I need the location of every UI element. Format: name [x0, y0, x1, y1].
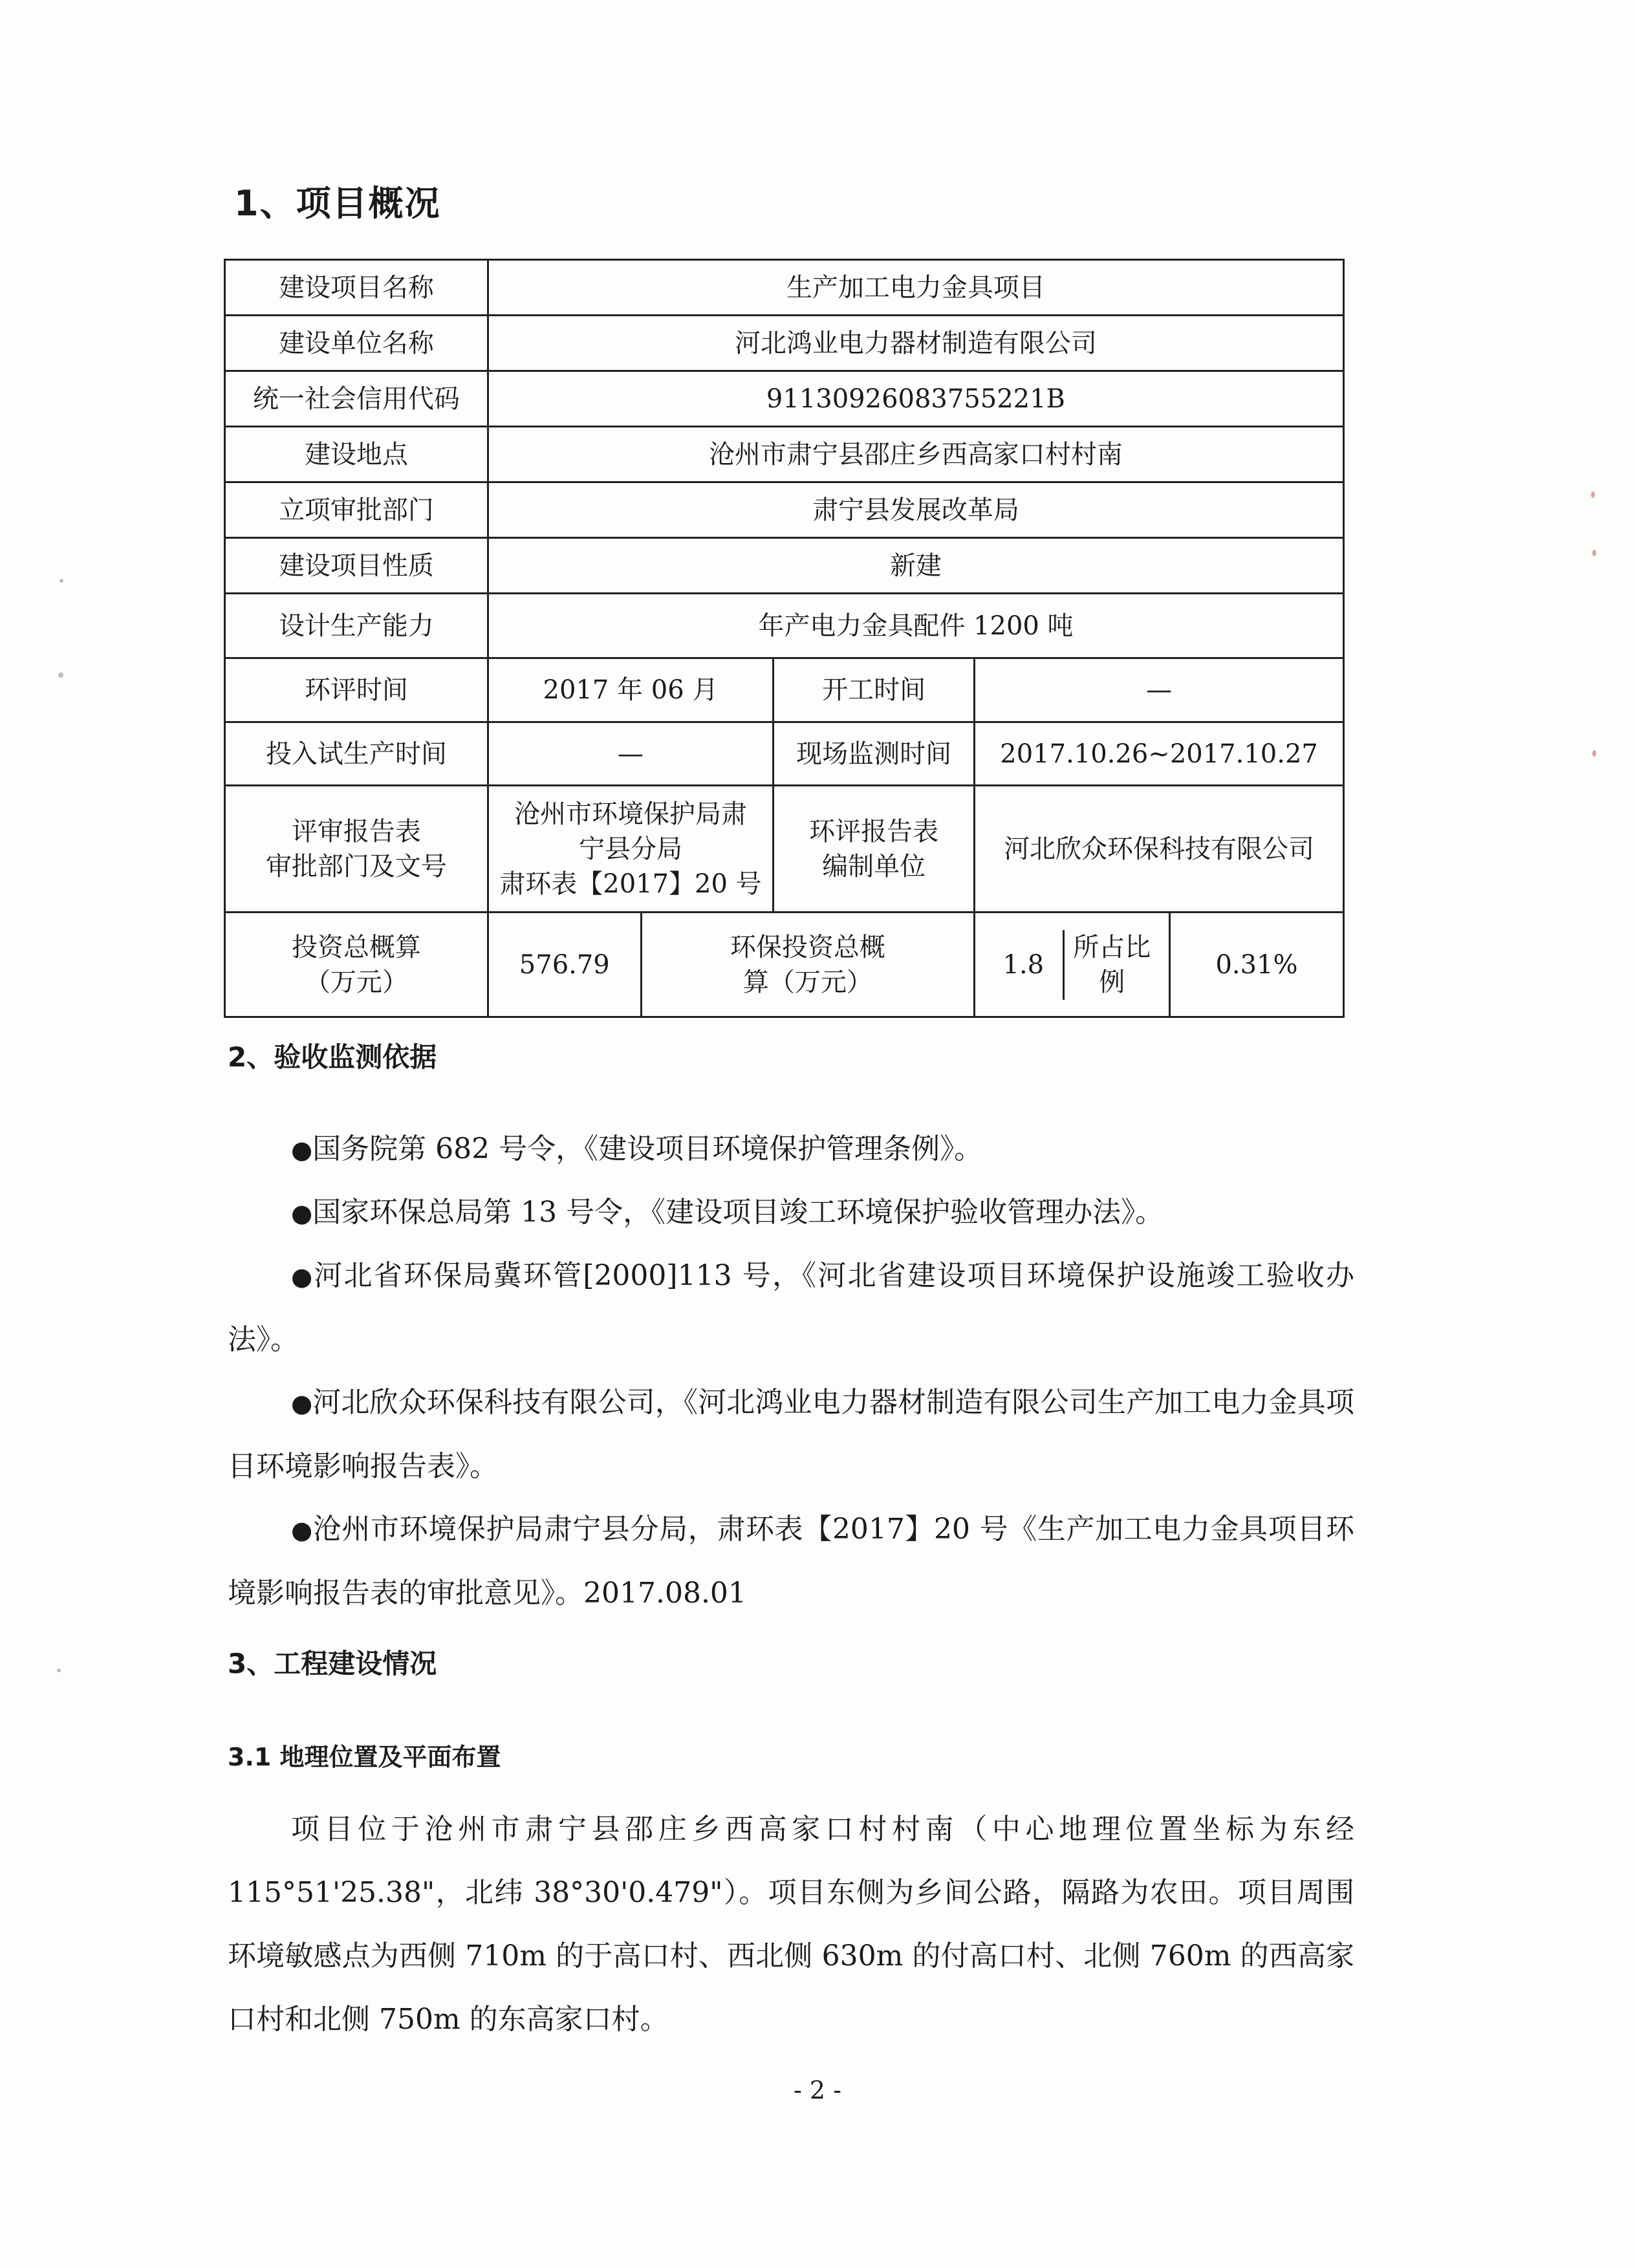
table-row [225, 722, 1344, 786]
table-row [225, 260, 1344, 316]
basis-item [228, 1181, 1354, 1245]
section-3-heading: 3、工程建设情况 [228, 1648, 437, 1679]
compiler-label-line: 环评报告表 [809, 816, 939, 847]
approval-value [488, 786, 773, 913]
table-row [225, 658, 1344, 722]
basis-item-text: 河北欣众环保科技有限公司，《河北鸿业电力器材制造有限公司生产加工电力金具项目环境影响报告表》。 [228, 1386, 1354, 1483]
row-value: 91130926083755221B [488, 371, 1343, 427]
page-number: - 2 - [793, 2076, 841, 2104]
table-row [225, 538, 1344, 594]
compiler-label [774, 786, 975, 913]
row-label: 立项审批部门 [225, 482, 488, 538]
row-label: 建设项目性质 [225, 538, 488, 594]
section-2-heading: 2、验收监测依据 [228, 1041, 437, 1073]
bullet-icon: ● [291, 1262, 314, 1291]
eia-time-value: 2017 年 06 月 [488, 658, 773, 722]
env-investment-label [641, 913, 974, 1017]
compiler-value: 河北欣众环保科技有限公司 [975, 786, 1344, 913]
table-row [225, 316, 1344, 371]
basis-item [228, 1244, 1354, 1372]
row-value: 肃宁县发展改革局 [488, 482, 1343, 538]
monitoring-time-label: 现场监测时间 [774, 722, 975, 786]
row-label: 设计生产能力 [225, 594, 488, 658]
table-row [225, 913, 1344, 1017]
trial-production-label: 投入试生产时间 [225, 722, 488, 786]
investment-label [225, 913, 488, 1017]
env-investment-label-line: 算（万元） [742, 967, 872, 997]
section-1-heading: 1、项目概况 [234, 183, 441, 224]
eia-time-label: 环评时间 [225, 658, 488, 722]
start-time-label: 开工时间 [774, 658, 975, 722]
scan-speck [1592, 550, 1596, 556]
compiler-label-line: 编制单位 [822, 851, 926, 881]
scan-speck [60, 579, 63, 583]
env-investment-split [984, 930, 1160, 1000]
table-row [225, 371, 1344, 427]
table-row [225, 786, 1344, 913]
approval-value-line: 宁县分局 [578, 834, 682, 864]
basis-item [228, 1118, 1354, 1182]
start-time-value: — [975, 658, 1344, 722]
approval-label [225, 786, 488, 913]
row-label: 建设项目名称 [225, 260, 488, 316]
location-paragraph: 项目位于沧州市肃宁县邵庄乡西高家口村村南（中心地理位置坐标为东经 115°51'25.38"，北纬 38°30'0.479"）。项目东侧为乡间公路，隔路为农田。项目周围环境敏感点为西侧 710m 的于高口村、西北侧 630m 的付高口村、北侧 760m 的西高家口村和北侧 750m 的东高家口村。 [228, 1813, 1354, 2036]
row-value: 生产加工电力金具项目 [488, 260, 1343, 316]
approval-value-line: 肃环表【2017】20 号 [499, 869, 762, 899]
basis-item-text: 沧州市环境保护局肃宁县分局，肃环表【2017】20 号《生产加工电力金具项目环境影响报告表的审批意见》。2017.08.01 [228, 1513, 1354, 1610]
row-value: 沧州市肃宁县邵庄乡西高家口村村南 [488, 427, 1343, 482]
trial-production-value: — [488, 722, 773, 786]
env-investment-value [975, 913, 1170, 1017]
scan-speck [57, 1669, 61, 1672]
row-label: 建设单位名称 [225, 316, 488, 371]
env-investment-label-line: 环保投资总概 [730, 932, 885, 962]
investment-label-line: （万元） [304, 967, 408, 997]
investment-value: 576.79 [488, 913, 641, 1017]
table-row [225, 427, 1344, 482]
row-value: 新建 [488, 538, 1343, 594]
basis-item-text: 国家环保总局第 13 号令，《建设项目竣工环境保护验收管理办法》。 [312, 1196, 1164, 1229]
approval-value-line: 沧州市环境保护局肃 [514, 799, 747, 829]
row-value: 年产电力金具配件 1200 吨 [488, 594, 1343, 658]
row-label: 统一社会信用代码 [225, 371, 488, 427]
basis-item-text: 国务院第 682 号令，《建设项目环境保护管理条例》。 [312, 1132, 983, 1165]
investment-label-line: 投资总概算 [291, 932, 421, 962]
project-overview-table [224, 259, 1345, 1018]
bullet-icon: ● [291, 1199, 313, 1227]
monitoring-time-value: 2017.10.26~2017.10.27 [975, 722, 1344, 786]
basis-item [228, 1498, 1354, 1625]
ratio-label: 所占比例 [1073, 932, 1151, 997]
bullet-icon: ● [291, 1516, 313, 1544]
subsection-3-1-heading: 3.1 地理位置及平面布置 [228, 1743, 501, 1771]
bullet-icon: ● [291, 1389, 313, 1418]
basis-item [228, 1371, 1354, 1498]
row-value: 河北鸿业电力器材制造有限公司 [488, 316, 1343, 371]
ratio-value: 0.31% [1170, 913, 1344, 1017]
approval-label-line: 评审报告表 [291, 816, 421, 847]
table-row [225, 482, 1344, 538]
scan-speck [1592, 750, 1596, 757]
basis-item-text: 河北省环保局冀环管[2000]113 号，《河北省建设项目环境保护设施竣工验收办法》。 [228, 1259, 1354, 1356]
env-investment-amount: 1.8 [984, 930, 1063, 1000]
table-row [225, 594, 1344, 658]
scan-speck [1591, 491, 1595, 498]
row-label: 建设地点 [225, 427, 488, 482]
bullet-icon: ● [291, 1136, 313, 1164]
scan-speck [58, 673, 63, 678]
approval-label-line: 审批部门及文号 [265, 851, 447, 881]
